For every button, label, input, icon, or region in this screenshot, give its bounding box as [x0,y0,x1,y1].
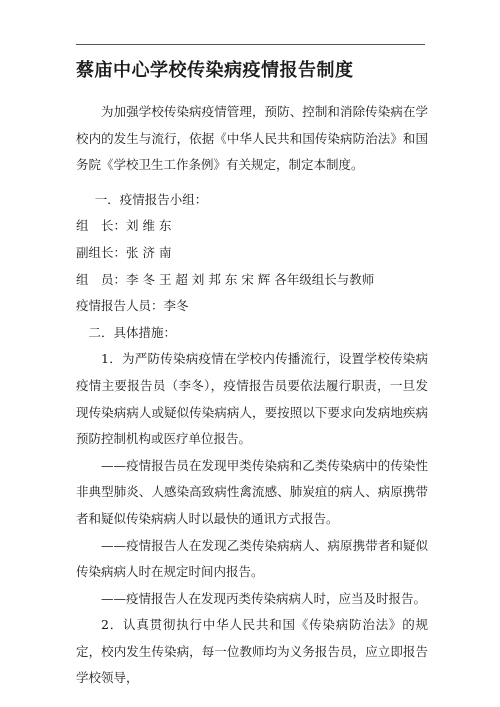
roster-line-members [76,267,428,294]
measure-1-paragraph: 1．为严防传染病疫情在学校内传播流行，设置学校传染病疫情主要报告员（李冬），疫情报告员要依法履行职责，一旦发现传染病病人或疑似传染病病人，要按照以下要求向发病地疾病预防控制机构或医疗单位报告。 [76,351,428,447]
section-heading-team: 一．疫情报告小组： [94,191,208,207]
intro-paragraph: 为加强学校传染病疫情管理，预防、控制和消除传染病在学校内的发生与流行，依据《中华人民共和国传染病防治法》和国务院《学校卫生工作条例》有关规定，制定本制度。 [76,104,428,173]
section-heading-measures: 二．具体措施： [88,324,177,340]
roster-line-leader [76,213,428,240]
roster-line-reporter [76,293,428,320]
roster-members: 李冬 [163,298,189,314]
roster-members: 张 济 南 [126,244,172,260]
roster-role: 组 长： [76,218,127,234]
roster-role: 组 员： [76,271,127,287]
dash-item-2: ——疫情报告人在发现乙类传染病病人、病原携带者和疑似传染病病人时在规定时间内报告。 [76,537,428,580]
roster-line-deputy [76,240,428,267]
roster-members: 刘 维 东 [126,218,172,234]
roster-members: 李 冬 王 超 刘 邦 东 宋 辉 各年级组长与教师 [126,271,375,287]
roster-role: 副组长： [76,244,127,260]
dash-item-1: ——疫情报告员在发现甲类传染病和乙类传染病中的传染性非典型肺炎、人感染高致病性禽流感、肺炭疽的病人、病原携带者和疑似传染病病人时以最快的通讯方式报告。 [76,457,428,526]
header-rule [76,44,425,45]
document-body [76,99,428,692]
document-title: 蔡庙中心学校传染病疫情报告制度 [76,60,354,81]
dash-item-3: ——疫情报告人在发现丙类传染病病人时，应当及时报告。 [101,590,427,606]
measure-2-paragraph: 2．认真贯彻执行中华人民共和国《传染病防治法》的规定，校内发生传染病，每一位教师均为义务报告员，应立即报告学校领导， [76,617,428,686]
roster-role: 疫情报告人员： [76,298,164,314]
